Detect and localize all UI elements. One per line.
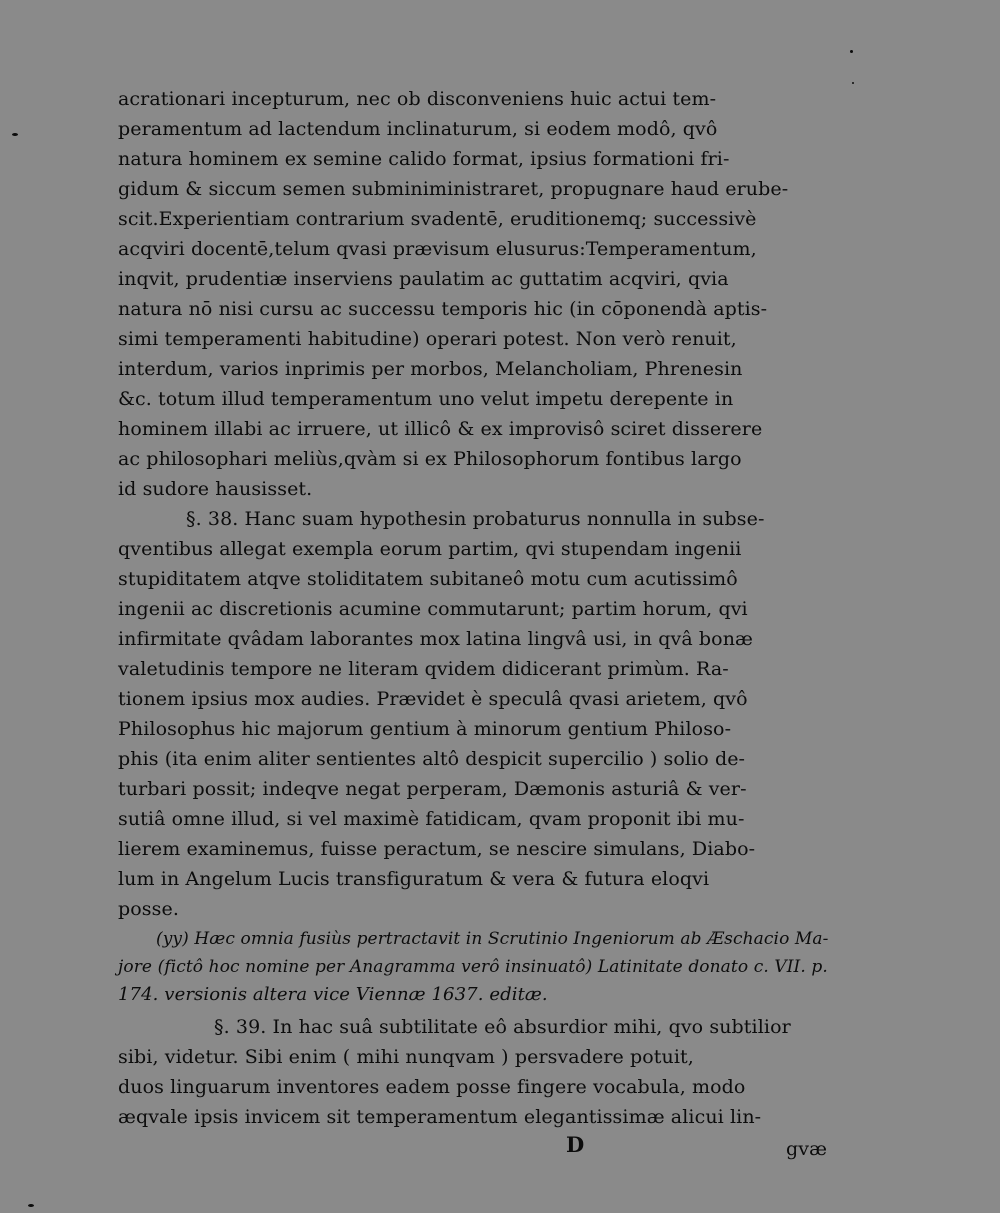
text-line: interdum, varios inprimis per morbos, Melancholiam, Phrenesin [118,358,743,380]
text-line: ingenii ac discretionis acumine commutarunt; partim horum, qvi [118,598,748,620]
text-line: posse. [118,898,179,920]
footnote-line: jore (fictô hoc nomine per Anagramma verô insinuatô) Latinitate donato c. VII. p. [118,957,828,977]
text-line: æqvale ipsis invicem sit temperamentum elegantissimæ alicui lin- [118,1106,762,1128]
paragraph-heading: §. 39. In hac suâ subtilitate eô absurdior mihi, qvo subtilior [214,1016,791,1038]
margin-speck [28,1204,34,1207]
text-line: turbari possit; indeqve negat perperam, Dæmonis asturiâ & ver- [118,778,747,800]
text-line: valetudinis tempore ne literam qvidem didicerant primùm. Ra- [118,658,729,680]
catchword: gvæ [786,1138,828,1160]
footnote-line: 174. versionis altera vice Viennæ 1637. editæ. [118,984,548,1005]
text-line: hominem illabi ac irruere, ut illicô & ex improvisô sciret disserere [118,418,763,440]
text-line: acqviri docentē,telum qvasi prævisum elusurus:Temperamentum, [118,238,757,260]
text-line: qventibus allegat exempla eorum partim, qvi stupendam ingenii [118,538,742,560]
text-line: &c. totum illud temperamentum uno velut impetu derepente in [118,388,734,410]
text-line: infirmitate qvâdam laborantes mox latina lingvâ usi, in qvâ bonæ [118,628,754,650]
text-line: simi temperamenti habitudine) operari potest. Non verò renuit, [118,328,737,350]
text-line: duos linguarum inventores eadem posse fingere vocabula, modo [118,1076,746,1098]
text-line: ac philosophari meliùs,qvàm si ex Philosophorum fontibus largo [118,448,742,470]
signature-mark: D [566,1132,585,1157]
margin-speck [852,82,854,84]
text-line: scit.Experientiam contrarium svadentē, eruditionemq; successivè [118,208,757,230]
paragraph-heading: §. 38. Hanc suam hypothesin probaturus nonnulla in subse- [186,508,765,530]
text-line: natura hominem ex semine calido format, ipsius formationi fri- [118,148,730,170]
text-line: stupiditatem atqve stoliditatem subitaneô motu cum acutissimô [118,568,738,590]
text-line: natura nō nisi cursu ac successu temporis hic (in cōponendà aptis- [118,298,768,320]
footnote-line: (yy) Hæc omnia fusiùs pertractavit in Scrutinio Ingeniorum ab Æschacio Ma- [156,929,829,949]
text-line: lum in Angelum Lucis transfiguratum & vera & futura eloqvi [118,868,710,890]
text-line: gidum & siccum semen subminiministraret, propugnare haud erube- [118,178,789,200]
text-line: sutiâ omne illud, si vel maximè fatidicam, qvam proponit ibi mu- [118,808,745,830]
text-line: acrationari incepturum, nec ob disconveniens huic actui tem- [118,88,717,110]
text-line: phis (ita enim aliter sentientes altô despicit supercilio ) solio de- [118,748,746,770]
text-line: Philosophus hic majorum gentium à minorum gentium Philoso- [118,718,732,740]
text-line: inqvit, prudentiæ inserviens paulatim ac guttatim acqviri, qvia [118,268,729,290]
margin-speck [850,50,853,53]
text-line: sibi, videtur. Sibi enim ( mihi nunqvam ) persvadere potuit, [118,1046,694,1068]
text-line: peramentum ad lactendum inclinaturum, si eodem modô, qvô [118,118,718,140]
text-line: lierem examinemus, fuisse peractum, se nescire simulans, Diabo- [118,838,756,860]
text-line: id sudore hausisset. [118,478,313,500]
margin-speck [12,133,18,136]
text-line: tionem ipsius mox audies. Prævidet è speculâ qvasi arietem, qvô [118,688,748,710]
